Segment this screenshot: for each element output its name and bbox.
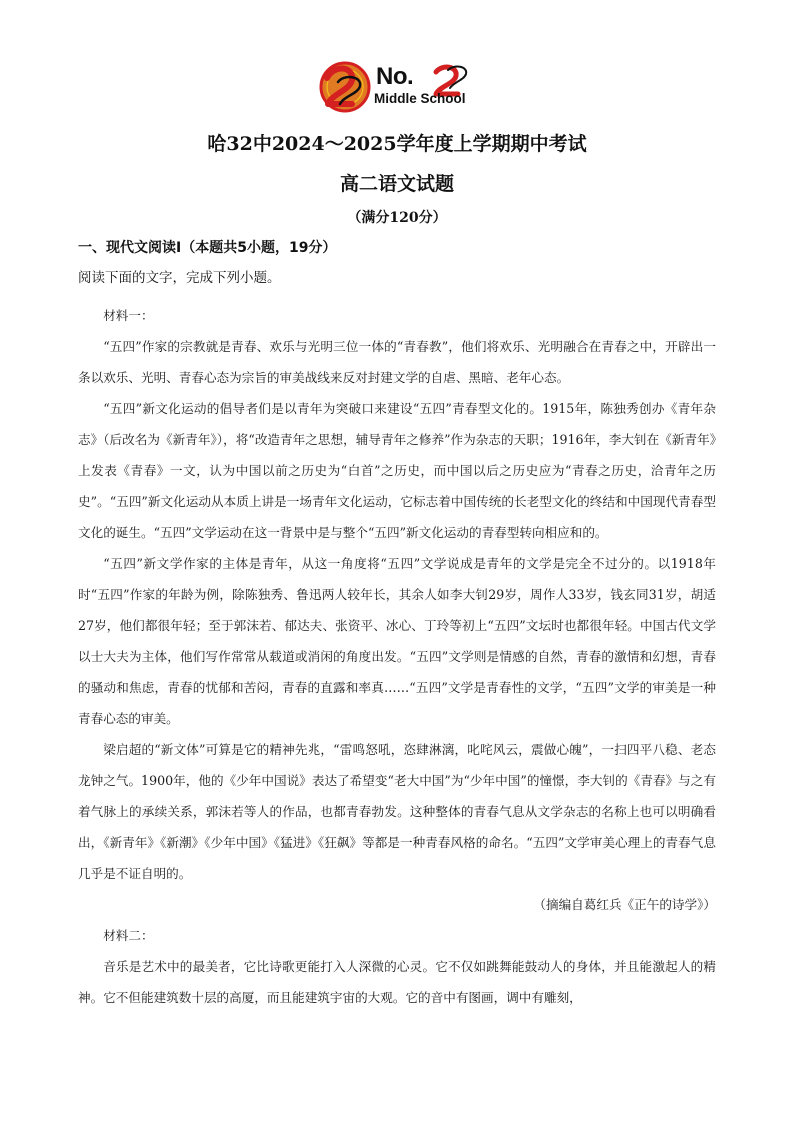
exam-total-score: （满分120分）	[347, 210, 447, 226]
exam-subtitle: 高二语文试题	[339, 173, 454, 195]
reading-passage	[78, 300, 716, 1013]
section-instruction: 阅读下面的文字，完成下列小题。	[78, 270, 281, 286]
logo-school-label: Middle School	[374, 91, 466, 106]
logo-text	[374, 63, 466, 106]
passage-paragraph: “五四”作家的宗教就是青春、欢乐与光明三位一体的“青春教”，他们将欢乐、光明融合在青春之中，开辟出一条以欢乐、光明、青春心态为宗旨的审美战线来反对封建文学的自虐、黑暗、老年心态。	[78, 339, 716, 385]
material-label: 材料二：	[103, 928, 154, 943]
section-heading: 一、现代文阅读Ⅰ（本题共5小题，19分）	[78, 240, 337, 256]
school-logo	[318, 60, 478, 116]
passage-source: （摘编自葛红兵《正午的诗学》）	[533, 897, 716, 912]
material-label: 材料一：	[103, 308, 154, 323]
logo-number-label: No.	[376, 63, 414, 90]
passage-paragraph: “五四”新文化运动的倡导者们是以青年为突破口来建设“五四”青春型文化的。1915年，陈独秀创办《青年杂志》（后改名为《新青年》），将“改造青年之思想，辅导青年之修养”作为杂志的天职；1916年，李大钊在《新青年》上发表《青春》一文，认为中国以前之历史为“白首”之历史，而中国以后之历史应为“青春之历史，洽青年之历史”。“五四”新文化运动从本质上讲是一场青年文化运动，它标志着中国传统的长老型文化的终结和中国现代青春型文化的诞生。“五四”文学运动在这一背景中是与整个“五四”新文化运动的青春型转向相应和的。	[78, 401, 716, 540]
passage-paragraph: “五四”新文学作家的主体是青年，从这一角度将“五四”文学说成是青年的文学是完全不过分的。以1918年时“五四”作家的年龄为例，除陈独秀、鲁迅两人较年长，其余人如李大钊29岁，周作人33岁，钱玄同31岁，胡适27岁，他们都很年轻；至于郭沫若、郁达夫、张资平、冰心、丁玲等初上“五四”文坛时也都很年轻。中国古代文学以士大夫为主体，他们写作常常从载道或消闲的角度出发。“五四”文学则是情感的自然，青春的激情和幻想，青春的骚动和焦虑，青春的忧郁和苦闷，青春的直露和率真……“五四”文学是青春性的文学，“五四”文学的审美是一种青春心态的审美。	[78, 556, 716, 726]
passage-paragraph: 音乐是艺术中的最美者，它比诗歌更能打入人深微的心灵。它不仅如跳舞能鼓动人的身体，并且能激起人的精神。它不但能建筑数十层的高厦，而且能建筑宇宙的大观。它的音中有图画，调中有雕刻，	[78, 959, 716, 1005]
exam-title: 哈32中2024～2025学年度上学期期中考试	[207, 133, 587, 155]
passage-paragraph: 梁启超的“新文体”可算是它的精神先兆，“雷鸣怒吼，恣肆淋漓，叱咤风云，震做心魄”，一扫四平八稳、老态龙钟之气。1900年，他的《少年中国说》表达了希望变“老大中国”为“少年中国”的憧憬，李大钊的《青春》与之有着气脉上的承续关系，郭沫若等人的作品，也都青春勃发。这种整体的青春气息从文学杂志的名称上也可以明确看出，《新青年》《新潮》《少年中国》《猛进》《狂飙》等都是一种青春风格的命名。“五四”文学审美心理上的青春气息几乎是不证自明的。	[78, 742, 716, 881]
